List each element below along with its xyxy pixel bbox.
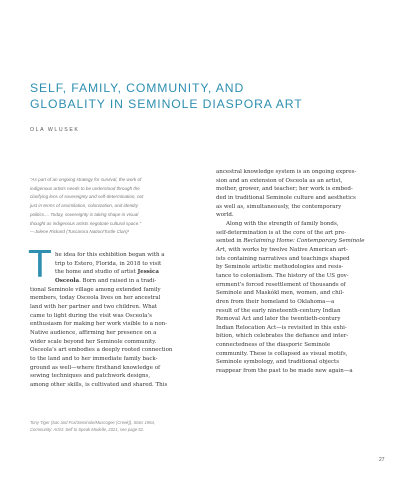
body-line: among other skills, is cultivated and shared. This — [30, 381, 168, 388]
epigraph-line: indigenous artists needs to be understood through the — [30, 185, 140, 191]
body-line — [30, 277, 200, 286]
body-line — [216, 237, 391, 246]
exhibition-title: Reclaiming Home: Contemporary Seminole — [243, 238, 365, 245]
body-text: . Born and raised in a tradi- — [79, 277, 157, 284]
body-line: members, today Osceola lives on her ancestral — [30, 295, 161, 302]
body-text: the home and studio of artist — [55, 269, 138, 276]
body-line: mother, grower, and teacher; her work is embed- — [216, 186, 353, 193]
body-line: bition, which celebrates the defiance and inter- — [216, 333, 349, 340]
body-line: tance to colonialism. The history of the US gov- — [216, 272, 349, 279]
epigraph-line: clarifying lens of sovereignty and self-determination, not — [30, 194, 144, 200]
artist-name: Osceola — [55, 277, 80, 284]
body-line: Seminole symbology, and traditional objects — [216, 359, 340, 366]
body-line: ded in traditional Seminole culture and aesthetics — [216, 194, 356, 201]
author-byline: OLA WLUSEK — [30, 127, 80, 133]
article-title — [30, 80, 410, 112]
body-line: to the land and to her immediate family back- — [30, 355, 158, 362]
body-text: , with works by twelve Native American art- — [224, 246, 348, 253]
body-line: by Seminole artistic methodologies and resis- — [216, 264, 344, 271]
epigraph-quote — [30, 176, 190, 237]
page-number: 27 — [379, 457, 385, 463]
image-caption — [30, 420, 210, 434]
body-line: wider scale beyond her Seminole community. — [30, 338, 157, 345]
caption-line: Tony Tiger (Sac and Fox/Seminole/Muscogee (Creek)), Stars 1964, — [30, 420, 156, 425]
body-line: came to light during the visit was Osceola’s — [30, 312, 152, 319]
body-line — [216, 246, 391, 255]
body-line: land with her partner and two children. What — [30, 303, 158, 310]
body-line: Indian Relocation Act—is revisited in this exhi- — [216, 324, 347, 331]
body-line: Osceola’s art embodies a deeply rooted connection — [30, 347, 173, 354]
body-line: ground as well—where firsthand knowledge of — [30, 364, 161, 371]
title-line-2: GLOBALITY IN SEMINOLE DIASPORA ART — [30, 97, 303, 111]
body-line: world. — [216, 212, 234, 219]
body-line: Seminole and Maskókī men, women, and chil- — [216, 290, 345, 297]
body-line: Removal Act and later the twentieth-century — [216, 316, 341, 323]
body-line: he idea for this exhibition began with a — [55, 252, 165, 258]
body-line: sion and an extension of Osceola as an artist, — [216, 177, 343, 184]
title-line-1: SELF, FAMILY, COMMUNITY, AND — [30, 81, 245, 95]
body-line: Native audience, affirming her presence on a — [30, 329, 157, 336]
epigraph-line: politics.... Today, sovereignty is taking shape in visual — [30, 211, 139, 217]
exhibition-title: Art — [216, 246, 225, 253]
body-line: enthusiasm for making her work visible to a non- — [30, 321, 168, 328]
epigraph-line: just in terms of assimilation, colonization, and identity — [30, 203, 139, 209]
body-line: sewing techniques and patchwork designs, — [30, 373, 151, 380]
body-line: ancestral knowledge system is an ongoing expres- — [216, 169, 357, 175]
epigraph-attribution: —Jolene Rickard (Tuscarora Nation/Turtle Clan)¹ — [30, 229, 130, 235]
body-line: ists containing narratives and teachings shaped — [216, 255, 350, 262]
body-line: reappear from the past to be made new again—a — [216, 368, 353, 375]
body-line: trip to Estero, Florida, in 2018 to visit — [55, 260, 162, 267]
body-line: tional Seminole village among extended family — [30, 286, 161, 293]
body-line: Along with the strength of family bonds, — [226, 220, 339, 227]
body-text: sented in — [216, 238, 244, 245]
body-line — [30, 268, 200, 277]
epigraph-line: “As part of an ongoing strategy for survival, the work of — [30, 177, 142, 182]
body-line: connectedness of the diasporic Seminole — [216, 342, 331, 349]
body-column-left — [30, 251, 200, 390]
body-line: self-determination is at the core of the art pre- — [216, 229, 347, 236]
artist-name: Jessica — [137, 269, 159, 276]
body-line: ernment’s forced resettlement of thousands of — [216, 281, 346, 288]
drop-cap: T — [28, 243, 52, 286]
body-line: result of the early nineteenth-century Indian — [216, 307, 341, 314]
epigraph-line: thought as indigenous artists negotiate cultural space.” — [30, 220, 142, 226]
body-column-right — [216, 168, 391, 376]
body-line: as well as, simultaneously, the contemporary — [216, 203, 342, 210]
body-line: dren from their homeland to Oklahoma—a — [216, 298, 335, 305]
caption-line: Community: Artist: Self to Speak Modelle, 2021, see page 52. — [30, 426, 145, 432]
body-line: community. These is collapsed as visual motifs, — [216, 350, 348, 357]
